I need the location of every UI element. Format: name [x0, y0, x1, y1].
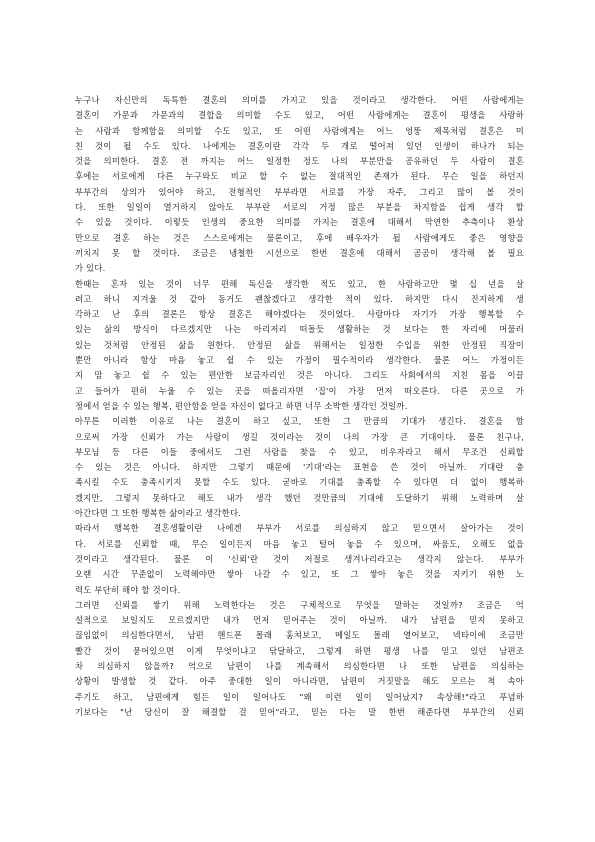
- text-line: 수 있는 것은 아니다. 하지만 그렇기 때문에 '기대'라는 표현을 쓴 것이 아닐까. 기대란 충: [75, 462, 524, 473]
- text-line: 것이라고 생각된다. 물론 이 '신뢰'란 것이 저절로 생겨나리라고는 생각지 않는다. 부부가: [75, 553, 524, 564]
- text-line: 부모님 등 다른 이들 중에서도 그런 사람을 찾을 수 있고, 비우자라고 해서 무조건 신뢰할: [75, 446, 524, 457]
- text-line: 아간다면 그 또한 행복한 삶이라고 생각한다.: [75, 508, 242, 519]
- text-line: 것을 의미한다. 결혼 전 까지는 어느 일정한 정도 나의 부분만을 공유하던 두 사람이 결혼: [75, 156, 524, 167]
- text-line: 정에서 얻을 수 있는 행복, 편안함을 얻을 자신이 없다고 하면 너무 소박한 생각인 것일까.: [75, 400, 408, 411]
- text-line: 따라서 행복한 결혼생활이란 나에겐 부부가 서로를 의심하지 않고 믿으면서 살아가는 것이: [75, 523, 524, 534]
- text-line: 부부간의 상의가 있어야 하고, 전형적인 부부라면 서로를 가장 자주, 그리고 많이 볼 것이: [75, 186, 524, 197]
- text-line: 는 사람과 함께함을 의미할 수도 있고, 또 어떤 사람에게는 어느 엉뚱 제목처럼 결혼은 미: [75, 125, 524, 136]
- text-line: 오랜 시간 꾸준없이 노력해야만 쌓아 나갈 수 있고, 또 그 쌓아 놓은 것을 지키기 위한 노: [75, 569, 524, 580]
- text-line: 만으로 결혼 하는 것은 스스로에게는 물론이고, 후에 배우자가 될 사람에게도 좋은 영향을: [75, 232, 524, 243]
- text-line: 있는 것처럼 안정된 삶을 원한다. 안정된 삶을 위해서는 일정한 수입을 위한 안정된 직장이: [75, 339, 524, 350]
- text-line: 겠지만, 그렇지 못하다고 해도 내가 생각 했던 것만큼의 기대에 도달하기 위해 노력하며 살: [75, 492, 524, 503]
- text-line: 아무튼 이러한 이유로 나는 결혼이 하고 싶고, 또한 그 만큼의 기대가 생긴다. 결혼을 함: [75, 416, 524, 427]
- text-line: 설적으로 보일지도 모르겠지만 내가 먼저 믿어주는 것이 아닐까. 내가 남편을 믿지 못하고: [75, 615, 524, 626]
- text-line: 한때는 혼자 있는 것이 너무 편해 독신을 생각한 적도 있고, 한 사람하고만 몇 십 년을 살: [75, 278, 524, 289]
- text-line: 족시킬 수도 충족시키지 못할 수도 있다. 굳바로 기대를 충족할 수 있다면 더 없이 행복하: [75, 477, 524, 488]
- text-line: 후에는 서로에게 다른 누구와도 비교 할 수 없는 절대적인 존재가 된다. 무슨 일을 하던지: [75, 171, 524, 182]
- text-line: 가 있다.: [75, 263, 106, 274]
- text-line: 각하고 난 후의 결론은 항상 결혼은 해야겠다는 것이었다. 사람마다 자기가 가장 행복할 수: [75, 309, 524, 320]
- text-line: 주기도 하고, 남편에게 힘든 일이 일어나도 "왜 이런 일이 일어났지? 속상해!"라고 푸념하: [75, 691, 524, 702]
- text-line: 끼치지 못 할 것이다. 조금은 냉철한 시선으로 한번 결혼에 대해서 곰곰이 생각해 볼 필요: [75, 247, 524, 258]
- text-line: 지 맘 놓고 쉴 수 있는 편안한 보금자리인 것은 아니다. 그리도 사회에서의 지친 몸을 이끌: [75, 370, 524, 381]
- text-line: 고 들어가 편히 누울 수 있는 곳을 떠올리자면 '집'이 가장 먼저 떠오른다. 다른 곳으로 가: [75, 385, 524, 396]
- text-line: 력도 부단히 해야 할 것이다.: [75, 584, 181, 595]
- essay-body: [75, 93, 524, 720]
- text-line: 차 의심하지 않을까? 억으로 남편이 나를 계속해서 의심한다면 나 또한 남편을 의심하는: [75, 660, 524, 671]
- text-line: 빨간 것이 묻어있으면 이게 무엇이냐고 닦달하고, 그렇게 하면 평생 나를 믿고 있던 남편조: [75, 645, 524, 656]
- text-line: 끊임없이 의심한다면서, 남편 핸드폰 몰래 훔쳐보고, 메일도 몰래 열어보고, 넥타이에 조금만: [75, 630, 524, 641]
- text-line: 친 것이 될 수도 있다. 나에게는 결혼이란 각각 두 개로 떨어져 있던 인생이 하나가 되는: [75, 140, 524, 151]
- text-line: 다. 서로를 신뢰할 때, 무슨 일이든지 마음 놓고 털어 놓을 수 있으며, 싸움도, 오해도 없을: [75, 538, 524, 549]
- text-line: 누구나 자신만의 독특한 결혼의 의미를 가지고 있을 것이라고 생각한다. 어떤 사람에게는: [75, 95, 524, 105]
- text-line: 수 있을 것이다. 이렇듯 인생의 중요한 의미를 가지는 결혼에 대해서 막연한 추측이나 환상: [75, 217, 524, 228]
- text-line: 상황이 발생할 것 같다. 아주 중대한 일이 아니라면, 남편이 거짓말을 해도 모르는 척 속아: [75, 676, 524, 687]
- text-line: 다. 또한 일일이 열거하지 않아도 부부란 서로의 거정 많은 부분을 차지함을 쉽게 생각 할: [75, 202, 524, 213]
- text-line: 려고 하니 지겨울 것 같아 동거도 괜찮겠다고 생각한 적이 있다. 하지만 다시 진지하게 생: [75, 293, 524, 304]
- text-line: 으로써 가장 신뢰가 가는 사람이 생길 것이라는 것이 나의 가장 큰 기대이다. 물론 친구나,: [75, 431, 524, 442]
- text-line: 기보다는 "난 당신이 잘 해결할 걸 믿어"라고, 믿는 다는 말 한번 해준다면 부부간의 신뢰: [75, 706, 524, 717]
- text-line: 있는 삶의 방식이 다르겠지만 나는 아리저리 떠돌듯 생활하는 것 보다는 한 자리에 머물러: [75, 324, 524, 335]
- text-line: 그러면 신뢰를 쌓기 위해 노력한다는 것은 구체적으로 무엇을 말하는 것일까? 조금은 억: [75, 599, 524, 610]
- text-line: 결혼이 가문과 가문과의 결합을 의미할 수도 있고, 어떤 사람에게는 결혼이 평생을 사랑하: [75, 110, 524, 121]
- text-line: 뿐만 아니라 항상 마음 놓고 쉴 수 있는 가정이 필수적이라 생각한다. 물론 어느 가정이든: [75, 355, 524, 366]
